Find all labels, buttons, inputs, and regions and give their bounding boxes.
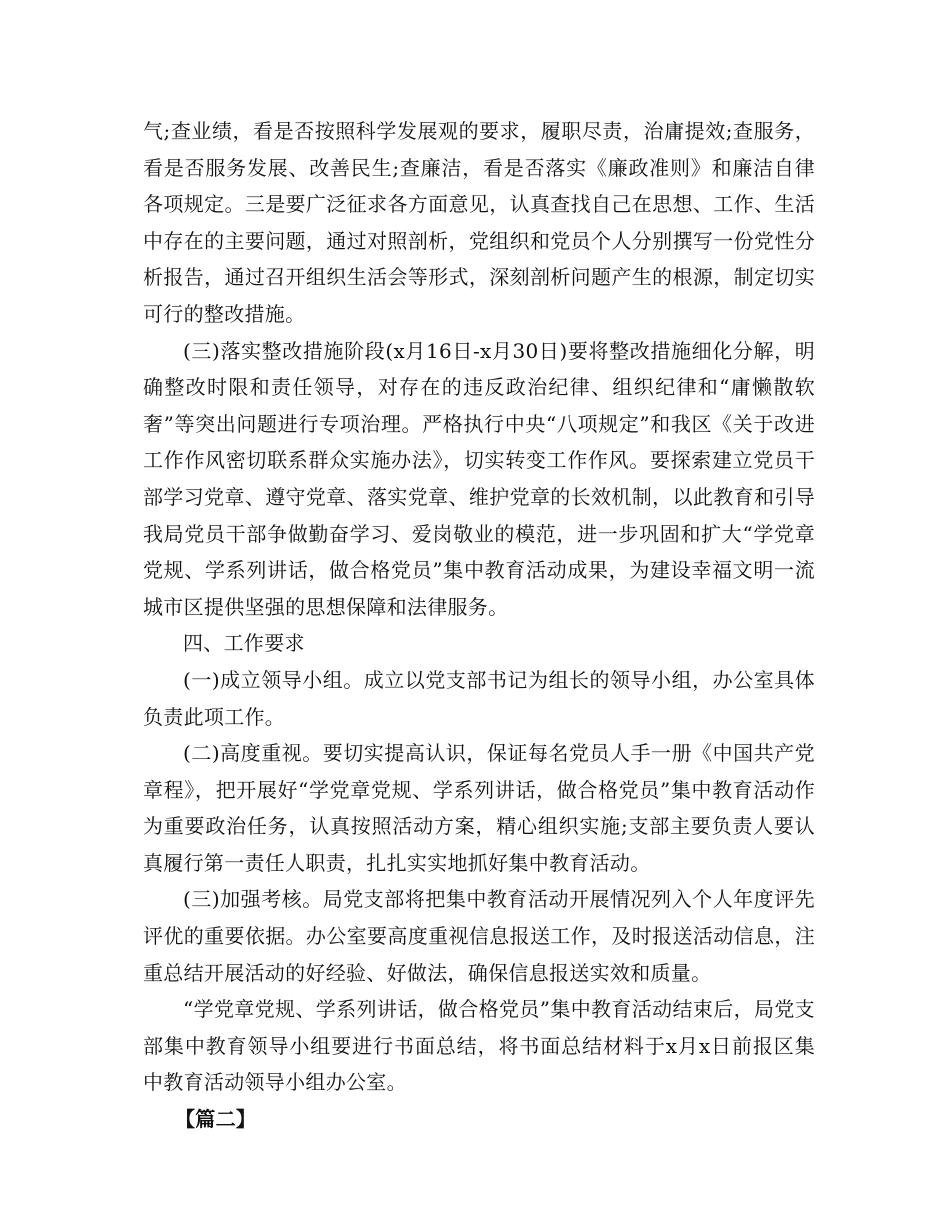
paragraph-strengthen-assessment: (三)加强考核。局党支部将把集中教育活动开展情况列入个人年度评先评优的重要依据。办公室要高度重视信息报送工作，及时报送活动信息，注重总结开展活动的好经验、好做法，确保信息报送实效和质量。 — [143, 887, 815, 985]
paragraph-continuation: 气;查业绩，看是否按照科学发展观的要求，履职尽责，治庸提效;查服务，看是否服务发展、改善民生;查廉洁，看是否落实《廉政准则》和廉洁自律各项规定。三是要广泛征求各方面意见，认真查找自己在思想、工作、生活中存在的主要问题，通过对照剖析，党组织和党员个人分别撰写一份党性分析报告，通过召开组织生活会等形式，深刻剖析问题产生的根源，制定切实可行的整改措施。 — [143, 119, 815, 326]
document-body — [143, 113, 815, 1138]
paragraph-leading-group: (一)成立领导小组。成立以党支部书记为组长的领导小组，办公室具体负责此项工作。 — [143, 667, 815, 729]
chapter-title-part-two: 【篇二】 — [175, 1107, 257, 1132]
paragraph-written-summary: “学党章党规、学系列讲话，做合格党员”集中教育活动结束后，局党支部集中教育领导小组要进行书面总结，将书面总结材料于x月x日前报区集中教育活动领导小组办公室。 — [143, 997, 815, 1095]
section-heading-work-requirements: 四、工作要求 — [183, 631, 305, 656]
paragraph-attach-importance: (二)高度重视。要切实提高认识，保证每名党员人手一册《中国共产党章程》，把开展好“学党章党规、学系列讲话，做合格党员”集中教育活动作为重要政治任务，认真按照活动方案，精心组织实施;支部主要负责人要认真履行第一责任人职责，扎扎实实地抓好集中教育活动。 — [143, 741, 815, 875]
paragraph-rectification-stage: (三)落实整改措施阶段(x月16日-x月30日)要将整改措施细化分解，明确整改时限和责任领导，对存在的违反政治纪律、组织纪律和“庸懒散软奢”等突出问题进行专项治理。严格执行中央“八项规定”和我区《关于改进工作作风密切联系群众实施办法》，切实转变工作作风。要探索建立党员干部学习党章、遵守党章、落实党章、维护党章的长效机制，以此教育和引导我局党员干部争做勤奋学习、爱岗敬业的模范，进一步巩固和扩大“学党章党规、学系列讲话，做合格党员”集中教育活动成果，为建设幸福文明一流城市区提供坚强的思想保障和法律服务。 — [143, 338, 815, 619]
